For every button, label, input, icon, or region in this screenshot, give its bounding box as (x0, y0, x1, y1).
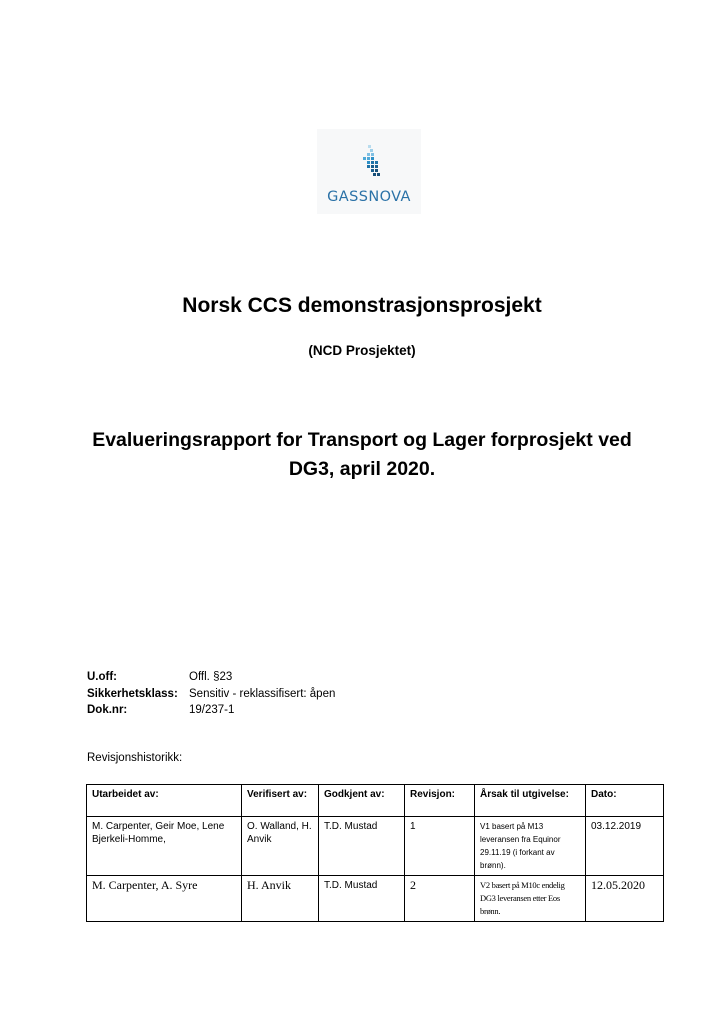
meta-label: U.off: (87, 671, 118, 683)
meta-row (87, 669, 335, 686)
table-cell: V2 basert på M10c endelig DG3 leveransen etter Eos brønn. (475, 876, 586, 922)
table-header-cell: Utarbeidet av: (87, 785, 242, 817)
table-cell: 1 (405, 817, 475, 876)
revision-history-label: Revisjonshistorikk: (87, 752, 183, 764)
table-header-cell: Godkjent av: (319, 785, 405, 817)
document-subtitle: (NCD Prosjektet) (308, 343, 416, 358)
meta-value: Offl. §23 (189, 671, 233, 683)
table-cell: O. Walland, H. Anvik (242, 817, 319, 876)
revision-table (86, 784, 664, 922)
table-cell: V1 basert på M13 leveransen fra Equinor 29.11.19 (i forkant av brønn). (475, 817, 586, 876)
table-cell: M. Carpenter, A. Syre (87, 876, 242, 922)
table-header-cell: Årsak til utgivelse: (475, 785, 586, 817)
table-cell: H. Anvik (242, 876, 319, 922)
table-cell: T.D. Mustad (319, 876, 405, 922)
table-cell: T.D. Mustad (319, 817, 405, 876)
table-header-cell: Revisjon: (405, 785, 475, 817)
table-row (87, 876, 664, 922)
table-header-row (87, 785, 664, 817)
gassnova-logo-mark-icon (317, 129, 421, 189)
report-title: Evalueringsrapport for Transport og Lager forprosjekt ved DG3, april 2020. (92, 429, 632, 480)
meta-row (87, 702, 335, 719)
table-row (87, 817, 664, 876)
meta-value: Sensitiv - reklassifisert: åpen (189, 687, 336, 700)
logo-wordmark: GASSNOVA (327, 189, 411, 205)
document-title: Norsk CCS demonstrasjonsprosjekt (182, 294, 542, 317)
table-cell: 12.05.2020 (586, 876, 664, 922)
document-metadata (87, 669, 335, 719)
table-cell: M. Carpenter, Geir Moe, Lene Bjerkeli-Homme, (87, 817, 242, 876)
meta-label: Sikkerhetsklass: (87, 687, 178, 700)
table-cell: 03.12.2019 (586, 817, 664, 876)
table-header-cell: Dato: (586, 785, 664, 817)
gassnova-logo (317, 129, 421, 214)
meta-value: 19/237-1 (189, 704, 235, 716)
meta-row (87, 686, 335, 703)
table-cell: 2 (405, 876, 475, 922)
meta-label: Dok.nr: (87, 704, 128, 716)
table-header-cell: Verifisert av: (242, 785, 319, 817)
